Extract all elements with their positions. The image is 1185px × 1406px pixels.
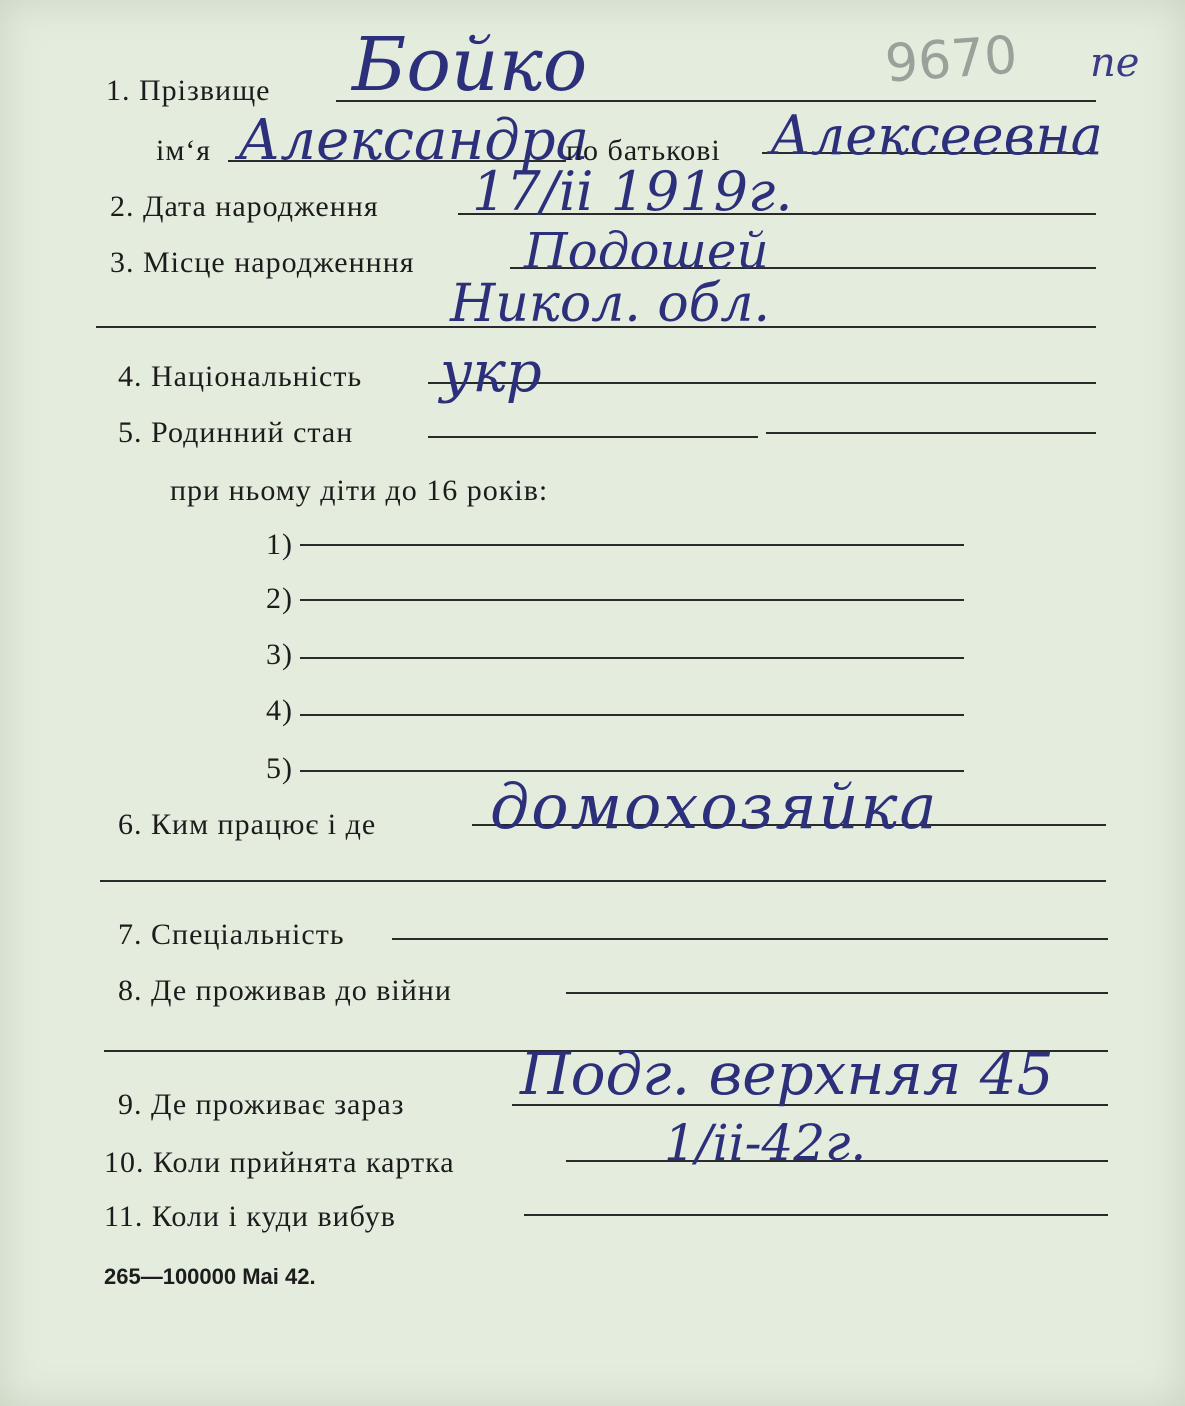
current-residence-value: Подг. верхняя 45 (520, 1040, 1054, 1108)
child-3-label: 3) (266, 638, 293, 671)
card-accepted-value: 1/іі-42г. (664, 1114, 867, 1172)
child-1-line (300, 544, 964, 546)
occupation-value: домохозяйка (490, 770, 939, 843)
marital-status-label: 5. Родинний стан (118, 416, 354, 449)
child-4-label: 4) (266, 694, 293, 727)
marital-status-line-a (428, 436, 758, 438)
children-label: при ньому діти до 16 років: (170, 474, 549, 507)
print-code: 265—100000 Mai 42. (104, 1264, 316, 1289)
current-residence-label: 9. Де проживає зараз (118, 1088, 405, 1121)
surname-value: Бойко (352, 22, 588, 108)
card-accepted-label: 10. Коли прийнята картка (104, 1146, 455, 1179)
surname-label: 1. Прізвище (106, 74, 271, 107)
prewar-residence-label: 8. Де проживав до війни (118, 974, 452, 1007)
occupation-line-2 (100, 880, 1106, 882)
departure-line (524, 1214, 1108, 1216)
patronymic-value: Алексеевна (770, 104, 1103, 167)
specialty-line (392, 938, 1108, 940)
departure-label: 11. Коли і куди вибув (104, 1200, 396, 1233)
child-5-label: 5) (266, 752, 293, 785)
child-2-label: 2) (266, 582, 293, 615)
patronymic-label: по батькові (566, 134, 721, 167)
marital-status-line-b (766, 432, 1096, 434)
birthplace-line-2 (96, 326, 1096, 328)
nationality-value: укр (440, 340, 542, 405)
child-2-line (300, 599, 964, 601)
child-1-label: 1) (266, 528, 293, 561)
first-name-value: Александра (238, 108, 590, 173)
child-4-line (300, 714, 964, 716)
nationality-label: 4. Національність (118, 360, 363, 393)
first-name-label: ім‘я (156, 134, 212, 167)
specialty-label: 7. Спеціальність (118, 918, 345, 951)
child-3-line (300, 657, 964, 659)
birthplace-value-2: Никол. обл. (450, 274, 771, 334)
pencil-mark: пе (1090, 40, 1140, 86)
birthplace-value-1: Подошей (524, 222, 769, 280)
occupation-label: 6. Ким працює і де (118, 808, 377, 841)
pencil-number: 9670 (883, 25, 1020, 95)
birth-date-label: 2. Дата народження (110, 190, 379, 223)
prewar-residence-line-1 (566, 992, 1108, 994)
birth-date-value: 17/іі 1919г. (472, 160, 793, 223)
birthplace-label: 3. Місце народженння (110, 246, 415, 279)
